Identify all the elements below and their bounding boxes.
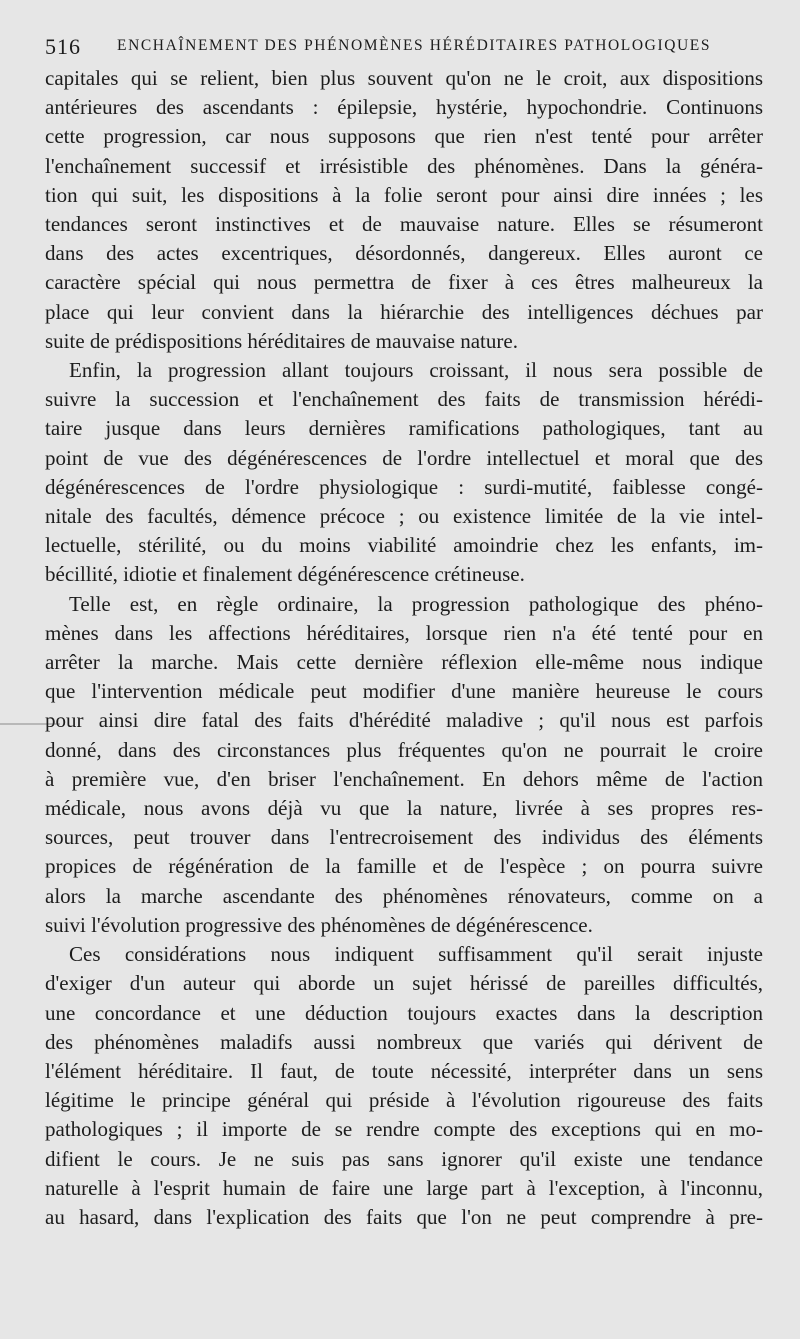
paragraph <box>45 940 763 1232</box>
text-line: Enfin, la progression allant toujours croissant, il nous sera possible de <box>69 358 763 383</box>
text-line: légitime le principe général qui préside à l'évolution rigoureuse des faits <box>45 1088 763 1113</box>
text-line: donné, dans des circonstances plus fréquentes qu'on ne pourrait le croire <box>45 737 763 762</box>
text-line: à première vue, d'en briser l'enchaînement. En dehors même de l'action <box>45 766 763 791</box>
running-head: ENCHAÎNEMENT DES PHÉNOMÈNES HÉRÉDITAIRES PATHOLOGIQUES <box>117 37 712 54</box>
page-header <box>45 34 775 62</box>
text-line: antérieures des ascendants : épilepsie, hystérie, hypochondrie. Continuons <box>45 95 763 120</box>
text-line: dans des actes excentriques, désordonnés, dangereux. Elles auront ce <box>45 241 763 266</box>
text-line: tendances seront instinctives et de mauvaise nature. Elles se résumeront <box>45 212 763 237</box>
text-line: place qui leur convient dans la hiérarchie des intelligences déchues par <box>45 299 763 324</box>
text-line: suivre la succession et l'enchaînement des faits de transmission hérédi- <box>45 387 763 412</box>
text-line: pathologiques ; il importe de se rendre compte des exceptions qui en mo- <box>45 1117 763 1142</box>
text-line: d'exiger d'un auteur qui aborde un sujet hérissé de pareilles difficultés, <box>45 971 763 996</box>
text-line: tion qui suit, les dispositions à la folie seront pour ainsi dire innées ; les <box>45 182 763 207</box>
text-line: des phénomènes maladifs aussi nombreux que variés qui dérivent de <box>45 1029 763 1054</box>
text-line: médicale, nous avons déjà vu que la nature, livrée à ses propres res- <box>45 796 763 821</box>
text-line: difient le cours. Je ne suis pas sans ignorer qu'il existe une tendance <box>45 1146 763 1171</box>
text-line: l'enchaînement successif et irrésistible des phénomènes. Dans la généra- <box>45 153 763 178</box>
text-line: cette progression, car nous supposons que rien n'est tenté pour arrêter <box>45 124 763 149</box>
text-line: bécillité, idiotie et finalement dégénérescence crétineuse. <box>45 562 525 587</box>
text-line: nitale des facultés, démence précoce ; ou existence limitée de la vie intel- <box>45 504 763 529</box>
page-number: 516 <box>45 34 81 59</box>
paragraph <box>45 590 763 940</box>
paragraph <box>45 356 763 590</box>
text-line: dégénérescences de l'ordre physiologique : surdi-mutité, faiblesse congé- <box>45 474 763 499</box>
text-line: caractère spécial qui nous permettra de fixer à ces êtres malheureux la <box>45 270 763 295</box>
text-line: capitales qui se relient, bien plus souvent qu'on ne le croit, aux dispositions <box>45 66 763 90</box>
text-line: une concordance et une déduction toujours exactes dans la description <box>45 1000 763 1025</box>
text-line: pour ainsi dire fatal des faits d'hérédité maladive ; qu'il nous est parfois <box>45 708 763 733</box>
text-line: point de vue des dégénérescences de l'ordre intellectuel et moral que des <box>45 445 763 470</box>
text-line: propices de régénération de la famille et de l'espèce ; on pourra suivre <box>45 854 763 879</box>
text-line: lectuelle, stérilité, ou du moins viabilité amoindrie chez les enfants, im- <box>45 533 763 558</box>
text-line: arrêter la marche. Mais cette dernière réflexion elle-même nous indique <box>45 650 763 675</box>
text-line: Ces considérations nous indiquent suffisamment qu'il serait injuste <box>69 942 763 967</box>
text-line: suivi l'évolution progressive des phénomènes de dégénérescence. <box>45 912 593 937</box>
text-line: naturelle à l'esprit humain de faire une large part à l'exception, à l'inconnu, <box>45 1175 763 1200</box>
text-line: alors la marche ascendante des phénomènes rénovateurs, comme on a <box>45 883 763 908</box>
paragraph <box>45 64 763 356</box>
body-text <box>45 64 763 1232</box>
text-line: au hasard, dans l'explication des faits que l'on ne peut comprendre à pre- <box>45 1204 763 1229</box>
text-line: l'élément héréditaire. Il faut, de toute nécessité, interpréter dans un sens <box>45 1058 763 1083</box>
text-line: que l'intervention médicale peut modifier d'une manière heureuse le cours <box>45 679 763 704</box>
text-line: Telle est, en règle ordinaire, la progression pathologique des phéno- <box>69 591 763 616</box>
text-line: sources, peut trouver dans l'entrecroisement des individus des éléments <box>45 825 763 850</box>
text-line: mènes dans les affections héréditaires, lorsque rien n'a été tenté pour en <box>45 620 763 645</box>
text-line: suite de prédispositions héréditaires de mauvaise nature. <box>45 328 518 353</box>
text-line: taire jusque dans leurs dernières ramifications pathologiques, tant au <box>45 416 763 441</box>
